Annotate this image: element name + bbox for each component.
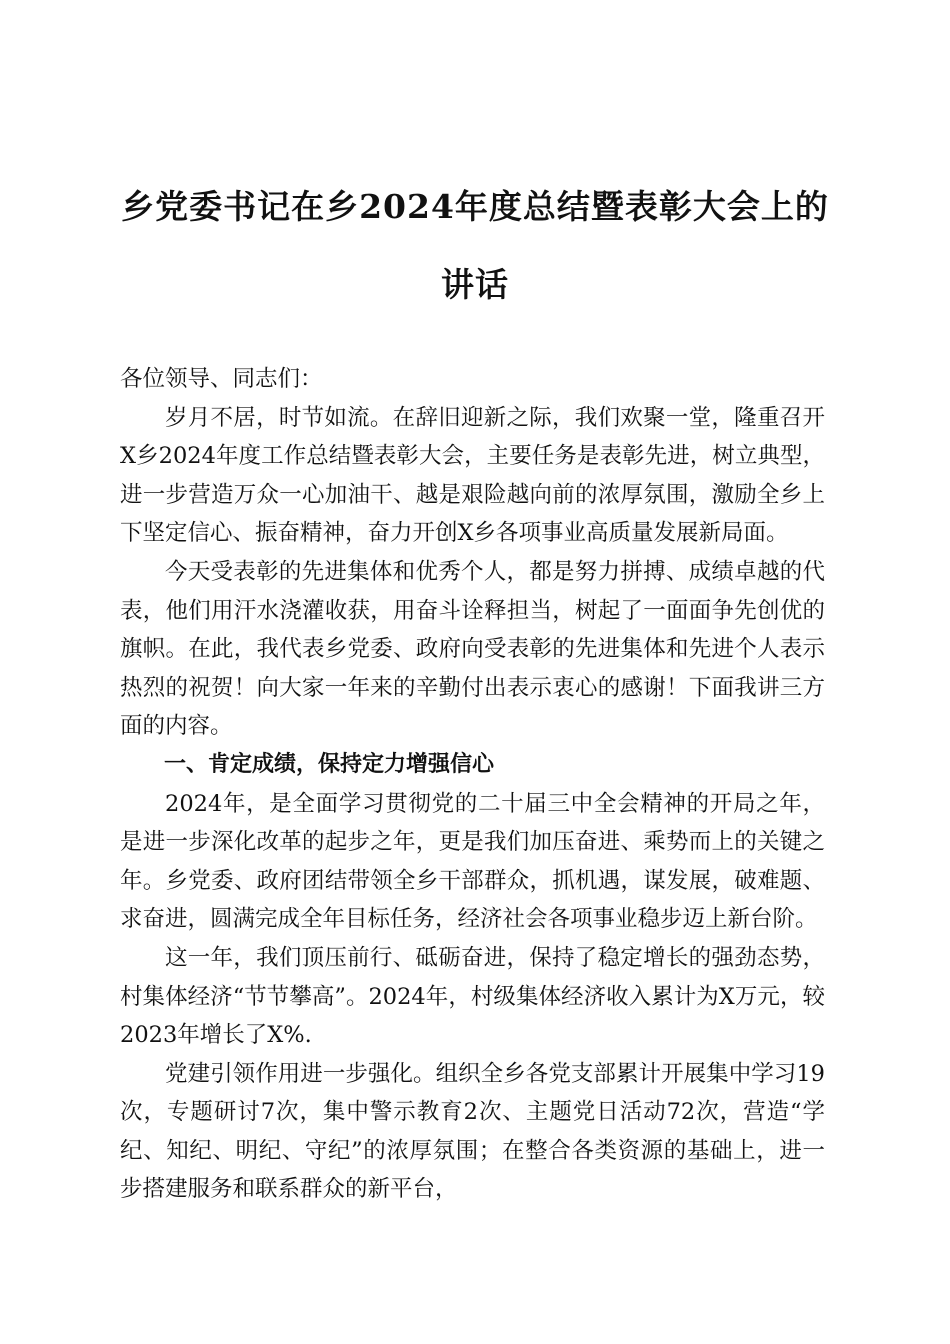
salutation: 各位领导、同志们：	[120, 366, 323, 392]
document-title: 乡党委书记在乡2024年度总结暨表彰大会上的讲话	[121, 187, 829, 304]
paragraph: 岁月不居，时节如流。在辞旧迎新之际，我们欢聚一堂，隆重召开X乡2024年度工作总结暨表彰大会，主要任务是表彰先进，树立典型，进一步营造万众一心加油干、越是艰险越向前的浓厚氛围，激励全乡上下坚定信心、振奋精神，奋力开创X乡各项事业高质量发展新局面。	[120, 404, 825, 547]
paragraph: 党建引领作用进一步强化。组织全乡各党支部累计开展集中学习19次，专题研讨7次，集中警示教育2次、主题党日活动72次，营造“学纪、知纪、明纪、守纪”的浓厚氛围；在整合各类资源的基础上，进一步搭建服务和联系群众的新平台，	[120, 1060, 825, 1203]
paragraph: 2024年，是全面学习贯彻党的二十届三中全会精神的开局之年，是进一步深化改革的起步之年，更是我们加压奋进、乘势而上的关键之年。乡党委、政府团结带领全乡干部群众，抓机遇，谋发展，破难题、求奋进，圆满完成全年目标任务，经济社会各项事业稳步迈上新台阶。	[120, 790, 825, 933]
paragraph: 这一年，我们顶压前行、砥砺奋进，保持了稳定增长的强劲态势，村集体经济“节节攀高”。2024年，村级集体经济收入累计为X万元，较2023年增长了X%.	[120, 944, 825, 1049]
document-body	[120, 360, 825, 1209]
section-heading: 一、肯定成绩，保持定力增强信心	[164, 751, 495, 777]
paragraph: 今天受表彰的先进集体和优秀个人，都是努力拼搏、成绩卓越的代表，他们用汗水浇灌收获，用奋斗诠释担当，树起了一面面争先创优的旗帜。在此，我代表乡党委、政府向受表彰的先进集体和先进个人表示热烈的祝贺！向大家一年来的辛勤付出表示衷心的感谢！下面我讲三方面的内容。	[120, 558, 825, 740]
